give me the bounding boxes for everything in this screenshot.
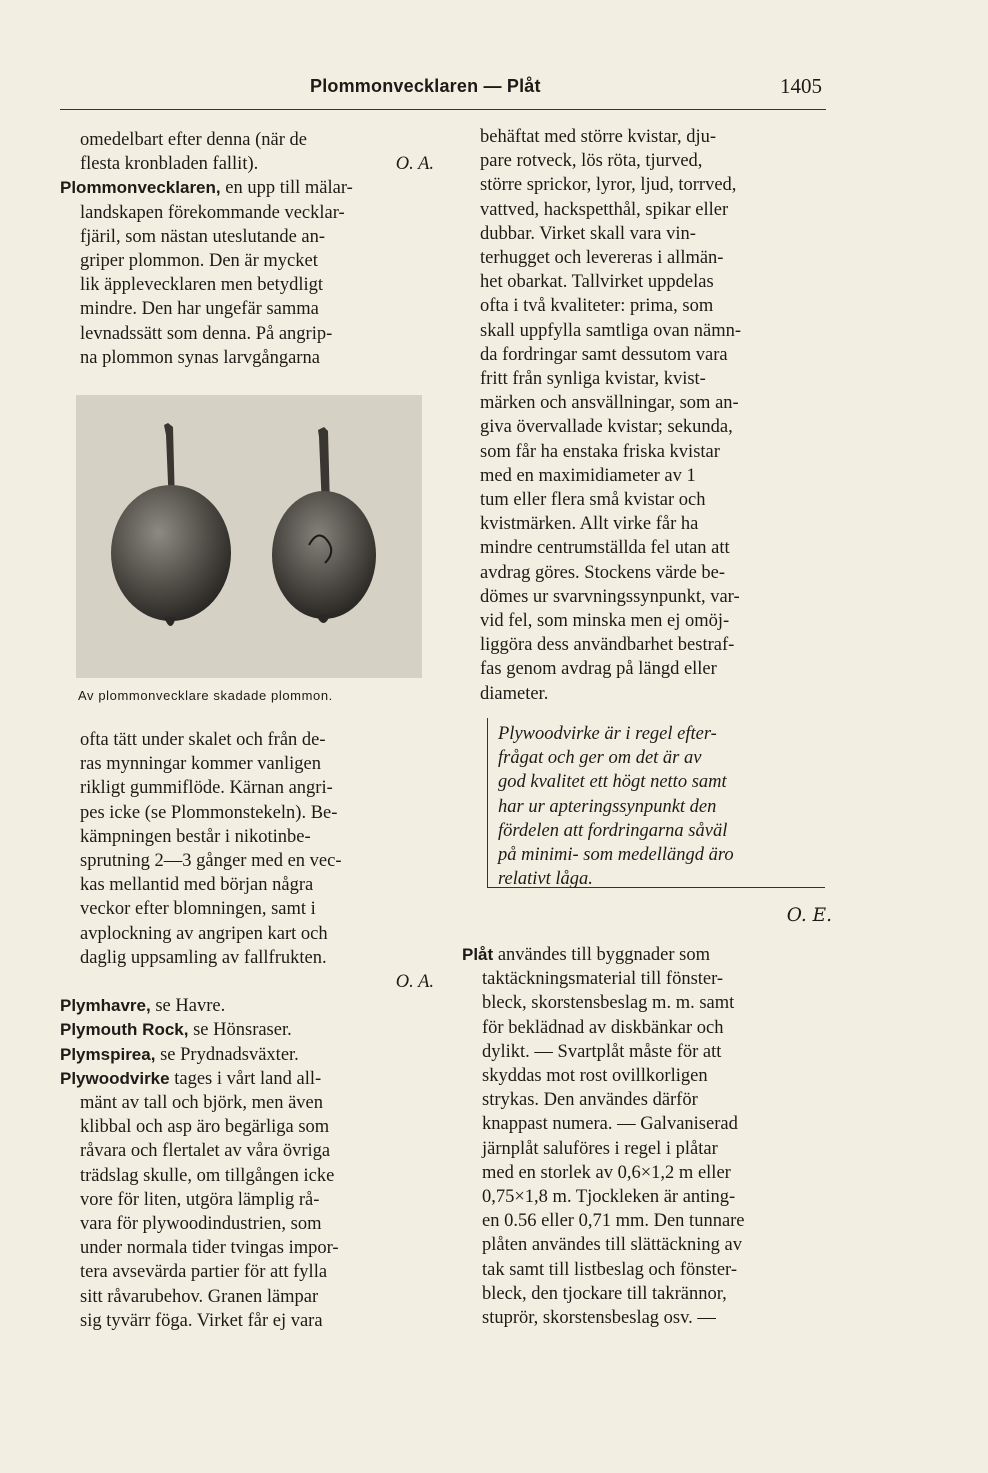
text-line: för beklädnad av diskbänkar och bbox=[482, 1017, 724, 1038]
headword: Plommonvecklaren, bbox=[60, 178, 221, 198]
running-header bbox=[60, 72, 822, 106]
text-line: flesta kronbladen fallit). O. A. bbox=[80, 152, 434, 176]
left-column-continued bbox=[60, 728, 434, 1333]
text-line: pes icke (se Plommonstekeln). Be- bbox=[80, 802, 338, 823]
text-line: rikligt gummiflöde. Kärnan angri- bbox=[80, 778, 333, 799]
text-line: trädslag skulle, om tillgången icke bbox=[80, 1165, 335, 1186]
note-line: har ur apteringssynpunkt den bbox=[498, 796, 717, 817]
text-line: Plywoodvirke tages i vårt land all- bbox=[60, 1068, 322, 1089]
left-column bbox=[60, 128, 434, 370]
text-line: stuprör, skorstensbeslag osv. — bbox=[482, 1308, 716, 1329]
note-line: god kvalitet ett högt netto samt bbox=[498, 772, 727, 793]
text-line: med en storlek av 0,6×1,2 m eller bbox=[482, 1162, 731, 1183]
text-line: pare rotveck, lös röta, tjurved, bbox=[480, 151, 703, 172]
text-line: giva övervallade kvistar; sekunda, bbox=[480, 417, 733, 438]
text-line: tum eller flera små kvistar och bbox=[480, 490, 706, 511]
right-column bbox=[480, 125, 832, 706]
text-line: landskapen förekommande vecklar- bbox=[80, 202, 345, 223]
signature: O. A. bbox=[395, 972, 434, 993]
header-title: Plommonvecklaren — Plåt bbox=[310, 76, 541, 96]
note-line: fördelen att fordringarna såväl bbox=[498, 820, 728, 841]
text-line: sitt råvarubehov. Granen lämpar bbox=[80, 1286, 319, 1307]
text-line: fjäril, som nästan uteslutande an- bbox=[80, 226, 326, 247]
headword: Plymhavre, bbox=[60, 996, 151, 1016]
entry-plywoodvirke bbox=[60, 1067, 434, 1333]
text-line: ofta i två kvaliteter: prima, som bbox=[480, 296, 714, 317]
entry-plommonvecklaren bbox=[60, 176, 434, 370]
figure-caption: Av plommonvecklare skadade plommon. bbox=[78, 688, 333, 703]
text-line: sprutning 2—3 gånger med en vec- bbox=[80, 851, 342, 872]
text-line: fas genom avdrag på längd eller bbox=[480, 659, 717, 680]
text-line: bleck, skorstensbeslag m. m. samt bbox=[482, 993, 735, 1014]
headword: Plymouth Rock, bbox=[60, 1020, 189, 1040]
text-line: kas mellantid med början några bbox=[80, 875, 314, 896]
text-line: levnadssätt som denna. På angrip- bbox=[80, 323, 333, 344]
text-line: na plommon synas larvgångarna bbox=[80, 347, 320, 368]
plum-illustration bbox=[76, 395, 422, 678]
text-line: som får ha enstaka friska kvistar bbox=[480, 441, 720, 462]
boxed-note bbox=[487, 718, 825, 888]
text-line: råvara och flertalet av våra övriga bbox=[80, 1141, 331, 1162]
text-line: Plommonvecklaren, en upp till mälar- bbox=[60, 178, 353, 199]
entry-plymhavre: Plymhavre, se Havre. bbox=[60, 996, 226, 1017]
text-line: behäftat med större kvistar, dju- bbox=[480, 127, 717, 147]
text-line: dylikt. — Svartplåt måste för att bbox=[482, 1041, 722, 1062]
headword: Plymspirea, bbox=[60, 1044, 156, 1064]
text-line: veckor efter blomningen, samt i bbox=[80, 899, 316, 920]
text-line: vattved, hackspetthål, spikar eller bbox=[480, 199, 729, 220]
text-line: da fordringar samt dessutom vara bbox=[480, 344, 728, 365]
text-line: avplockning av angripen kart och bbox=[80, 923, 328, 944]
text-line: ras mynningar kommer vanligen bbox=[80, 754, 321, 775]
text-line: griper plommon. Den är mycket bbox=[80, 251, 318, 272]
text-line: märken och ansvällningar, som an- bbox=[480, 393, 739, 414]
text-line: mindre. Den har ungefär samma bbox=[80, 299, 319, 320]
text-line: dömes ur svarvningssynpunkt, var- bbox=[480, 586, 740, 607]
text-line: strykas. Den användes därför bbox=[482, 1090, 698, 1111]
text-line: kvistmärken. Allt virke får ha bbox=[480, 514, 699, 535]
text-line: skyddas mot rost ovillkorligen bbox=[482, 1066, 708, 1087]
text-line: 0,75×1,8 m. Tjockleken är anting- bbox=[482, 1187, 736, 1208]
text-line: knappast numera. — Galvaniserad bbox=[482, 1114, 738, 1135]
text-line: en 0.56 eller 0,71 mm. Den tunnare bbox=[482, 1211, 745, 1232]
text-line: sig tyvärr föga. Virket får ej vara bbox=[80, 1310, 323, 1331]
note-line: relativt låga. bbox=[498, 869, 593, 890]
text-line: dubbar. Virket skall vara vin- bbox=[480, 223, 696, 244]
headword: Plåt bbox=[462, 945, 494, 964]
entry-plat bbox=[462, 943, 832, 1330]
signature: O. E. bbox=[786, 905, 832, 926]
page-number: 1405 bbox=[780, 74, 822, 98]
entry-continuation bbox=[60, 728, 434, 994]
text-line: daglig uppsamling av fallfrukten. bbox=[80, 947, 327, 968]
text-line: liggöra dess användbarhet bestraf- bbox=[480, 635, 735, 656]
text-line: tera avsevärda partier för att fylla bbox=[80, 1262, 328, 1283]
text-line: fritt från synliga kvistar, kvist- bbox=[480, 369, 706, 390]
text-line: Plåt användes till byggnader som bbox=[462, 945, 711, 965]
intro-paragraph bbox=[60, 128, 434, 176]
text-line: under normala tider tvingas impor- bbox=[80, 1238, 339, 1259]
text-line: järnplåt saluföres i regel i plåtar bbox=[482, 1138, 718, 1159]
entry-plymouth-rock: Plymouth Rock, se Hönsraser. bbox=[60, 1020, 292, 1041]
text-line: omedelbart efter denna (när de bbox=[80, 130, 308, 150]
text-line: taktäckningsmaterial till fönster- bbox=[482, 969, 724, 990]
entry-plymspirea: Plymspirea, se Prydnadsväxter. bbox=[60, 1044, 299, 1065]
text-line: skall uppfylla samtliga ovan nämn- bbox=[480, 320, 741, 341]
plum-photograph bbox=[76, 395, 422, 678]
text-line: diameter. bbox=[480, 683, 549, 704]
text-line: kämpningen består i nikotinbe- bbox=[80, 826, 311, 847]
text-line: vara för plywoodindustrien, som bbox=[80, 1214, 322, 1235]
text-line: mänt av tall och björk, men även bbox=[80, 1093, 323, 1114]
header-rule bbox=[60, 109, 826, 110]
text-line: ofta tätt under skalet och från de- bbox=[80, 730, 326, 750]
text-line: vore för liten, utgöra lämplig rå- bbox=[80, 1189, 320, 1210]
text-line: het obarkat. Tallvirket uppdelas bbox=[480, 272, 714, 293]
headword: Plywoodvirke bbox=[60, 1068, 170, 1088]
text-line: avdrag göres. Stockens värde be- bbox=[480, 562, 726, 583]
text-line: bleck, den tjockare till takrännor, bbox=[482, 1283, 727, 1304]
text-line: tak samt till listbeslag och fönster- bbox=[482, 1259, 737, 1280]
signature: O. A. bbox=[395, 154, 434, 175]
text-line: terhugget och levereras i allmän- bbox=[480, 248, 724, 269]
text-line: plåten användes till slättäckning av bbox=[482, 1235, 742, 1256]
note-line: Plywoodvirke är i regel efter- bbox=[498, 724, 717, 744]
text-line: klibbal och asp äro begärliga som bbox=[80, 1117, 330, 1138]
note-line: frågat och ger om det är av bbox=[498, 748, 702, 769]
text-line: större sprickor, lyror, ljud, torrved, bbox=[480, 175, 737, 196]
text-line: med en maximidiameter av 1 bbox=[480, 465, 696, 486]
text-line: mindre centrumställda fel utan att bbox=[480, 538, 730, 559]
text-line: vid fel, som minska men ej omöj- bbox=[480, 611, 730, 632]
note-line: på minimi- som medellängd äro bbox=[498, 845, 734, 866]
text-line: lik äpplevecklaren men betydligt bbox=[80, 275, 323, 296]
